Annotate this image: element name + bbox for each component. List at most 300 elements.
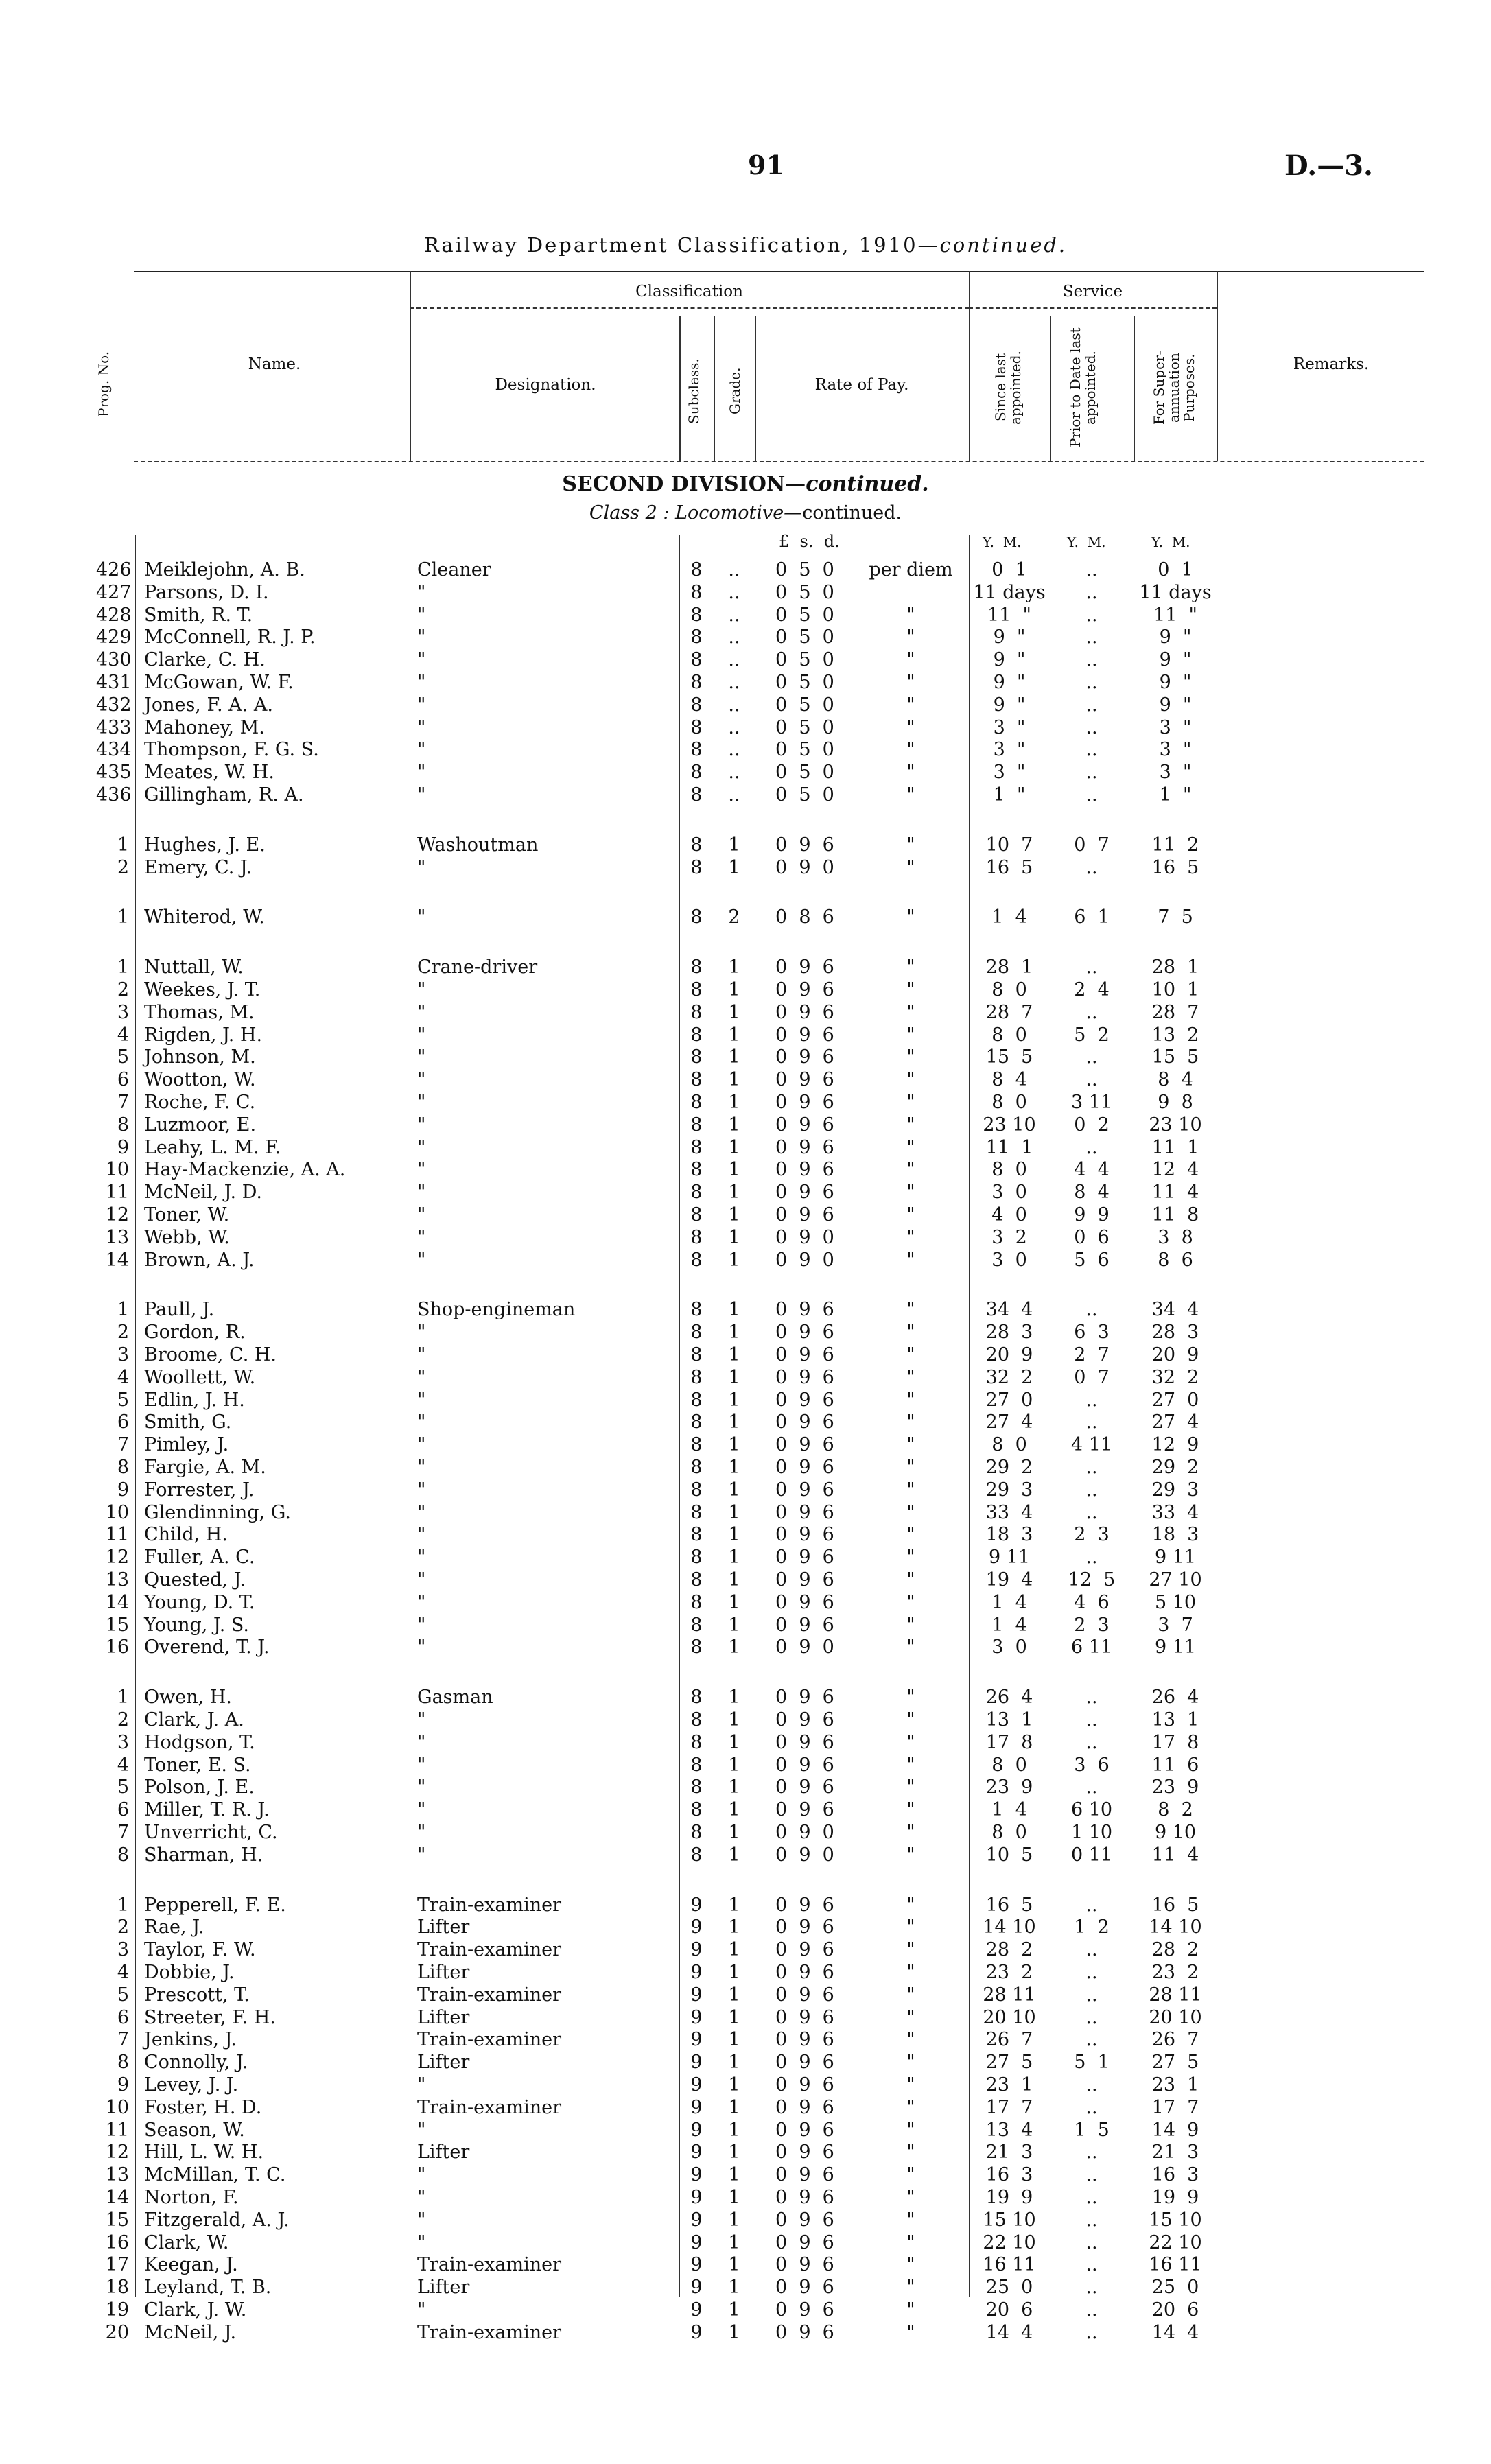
cell-name: Whiterod, W.: [144, 906, 265, 928]
cell-sub: 9: [690, 2119, 703, 2141]
header-grade: Grade.: [727, 367, 743, 415]
cell-sup: 33 4: [1151, 1501, 1199, 1523]
cell-no: 7: [117, 1092, 129, 1113]
cell-pay: 0 5 0: [775, 581, 834, 603]
cell-sub: 8: [690, 1299, 703, 1321]
cell-des: Train-examiner: [417, 2029, 561, 2051]
cell-sup: 11 ": [1153, 604, 1197, 626]
cell-des: Train-examiner: [417, 2254, 561, 2276]
cell-prior: 2 3: [1074, 1524, 1110, 1546]
cell-per: ": [906, 2164, 915, 2186]
cell-name: Nuttall, W.: [144, 957, 244, 978]
cell-prior: 4 6: [1074, 1591, 1110, 1613]
cell-des: Shop-engineman: [417, 1299, 576, 1321]
cell-name: Clark, W.: [144, 2231, 229, 2253]
cell-gr: 1: [728, 1299, 740, 1321]
cell-per: ": [906, 1501, 915, 1523]
cell-gr: 1: [728, 1547, 740, 1569]
service-rule: [969, 307, 1217, 309]
cell-no: 15: [105, 2209, 129, 2231]
cell-sup: 1 ": [1159, 784, 1192, 806]
cell-per: ": [906, 1299, 915, 1321]
cell-no: 1: [117, 1894, 129, 1916]
cell-no: 6: [117, 1411, 129, 1433]
cell-sup: 32 2: [1151, 1366, 1199, 1388]
cell-name: Rigden, J. H.: [144, 1024, 263, 1046]
cell-gr: ..: [728, 716, 740, 738]
cell-name: Fargie, A. M.: [144, 1457, 266, 1478]
cell-sup: 11 4: [1151, 1182, 1199, 1204]
cell-prior: ..: [1085, 649, 1098, 671]
cell-des: Train-examiner: [417, 1984, 561, 2006]
table-row: [0, 1916, 1491, 1938]
cell-pay: 0 9 6: [775, 2231, 834, 2253]
table-row: [0, 2029, 1491, 2051]
header-bottom-rule: [134, 461, 1424, 462]
cell-sup: 22 10: [1149, 2231, 1202, 2253]
cell-prior: ..: [1085, 716, 1098, 738]
table-row: [0, 1249, 1491, 1271]
cell-pay: 0 9 6: [775, 1069, 834, 1091]
cell-prior: 1 2: [1074, 1916, 1110, 1938]
title-continued: continued.: [939, 233, 1068, 257]
cell-sup: 18 3: [1151, 1524, 1199, 1546]
cell-since: 3 ": [993, 739, 1026, 761]
cell-pay: 0 9 6: [775, 1159, 834, 1181]
cell-no: 4: [117, 1754, 129, 1776]
cell-sup: 11 8: [1151, 1204, 1199, 1225]
cell-name: Clark, J. A.: [144, 1709, 244, 1730]
cell-no: 18: [105, 2277, 129, 2299]
cell-prior: ..: [1085, 2142, 1098, 2163]
cell-sup: 23 2: [1151, 1962, 1199, 1983]
cell-gr: ..: [728, 739, 740, 761]
super-units: Y. M.: [1151, 534, 1190, 550]
cell-sup: 14 9: [1151, 2119, 1199, 2141]
cell-per: ": [906, 834, 915, 856]
cell-gr: 1: [728, 834, 740, 856]
cell-no: 4: [117, 1024, 129, 1046]
cell-pay: 0 9 6: [775, 1046, 834, 1068]
table-row: [0, 1822, 1491, 1844]
since-units: Y. M.: [983, 534, 1022, 550]
cell-des: ": [417, 1479, 426, 1501]
cell-since: 0 1: [991, 559, 1027, 580]
cell-prior: 9 9: [1074, 1204, 1110, 1225]
cell-per: ": [906, 1226, 915, 1248]
cell-per: ": [906, 2321, 915, 2343]
cell-per: ": [906, 2029, 915, 2051]
cell-sup: 11 1: [1151, 1136, 1199, 1158]
cell-per: ": [906, 1204, 915, 1225]
cell-since: 15 10: [983, 2209, 1036, 2231]
cell-no: 6: [117, 1069, 129, 1091]
table-row: [0, 1114, 1491, 1136]
cell-name: McMillan, T. C.: [144, 2164, 286, 2186]
cell-sub: 8: [690, 1434, 703, 1456]
cell-prior: ..: [1085, 1731, 1098, 1753]
cell-since: 13 1: [985, 1709, 1033, 1730]
cell-name: Jones, F. A. A.: [144, 694, 273, 716]
cell-pay: 0 9 6: [775, 1591, 834, 1613]
cell-since: 29 3: [985, 1479, 1033, 1501]
cell-since: 3 2: [991, 1226, 1027, 1248]
cell-name: Keegan, J.: [144, 2254, 238, 2276]
cell-des: Lifter: [417, 1916, 470, 1938]
cell-des: ": [417, 626, 426, 648]
cell-pay: 0 9 6: [775, 1434, 834, 1456]
table-row: [0, 834, 1491, 856]
cell-pay: 0 9 6: [775, 1204, 834, 1225]
cell-prior: 5 6: [1074, 1249, 1110, 1271]
table-row: [0, 2187, 1491, 2209]
cell-gr: 1: [728, 1322, 740, 1344]
cell-per: ": [906, 1636, 915, 1658]
cell-since: 28 11: [983, 1984, 1036, 2006]
cell-sup: 34 4: [1151, 1299, 1199, 1321]
cell-gr: 1: [728, 856, 740, 878]
cell-name: Broome, C. H.: [144, 1344, 277, 1365]
cell-prior: ..: [1085, 2074, 1098, 2096]
cell-sup: 26 4: [1151, 1687, 1199, 1709]
cell-prior: 1 10: [1070, 1822, 1113, 1843]
cell-no: 432: [96, 694, 132, 716]
division-continued: continued.: [806, 472, 929, 496]
header-top-rule: [134, 271, 1424, 272]
cell-name: Hodgson, T.: [144, 1731, 255, 1753]
cell-sub: 8: [690, 1822, 703, 1843]
cell-no: 17: [105, 2254, 129, 2276]
cell-sub: 8: [690, 1159, 703, 1181]
table-row: [0, 2254, 1491, 2276]
cell-no: 1: [117, 834, 129, 856]
cell-sup: 9 11: [1154, 1636, 1197, 1658]
cell-prior: ..: [1085, 1457, 1098, 1478]
cell-sup: 9 ": [1159, 626, 1192, 648]
cell-pay: 0 9 6: [775, 1731, 834, 1753]
cell-since: 1 4: [991, 906, 1027, 928]
cell-name: Mahoney, M.: [144, 716, 265, 738]
cell-since: 28 2: [985, 1939, 1033, 1961]
cell-pay: 0 9 6: [775, 2321, 834, 2343]
cell-per: ": [906, 2119, 915, 2141]
cell-name: McNeil, J. D.: [144, 1182, 262, 1204]
cell-prior: 0 2: [1074, 1114, 1110, 1136]
cell-prior: 5 2: [1074, 1024, 1110, 1046]
cell-pay: 0 9 6: [775, 1114, 834, 1136]
cell-sup: 9 8: [1158, 1092, 1193, 1113]
cell-prior: ..: [1085, 2321, 1098, 2343]
cell-name: Leahy, L. M. F.: [144, 1136, 281, 1158]
cell-gr: 1: [728, 2119, 740, 2141]
cell-prior: 8 4: [1074, 1182, 1110, 1204]
cell-gr: 1: [728, 1114, 740, 1136]
cell-prior: ..: [1085, 1299, 1098, 1321]
cell-no: 14: [105, 1591, 129, 1613]
cell-per: ": [906, 2006, 915, 2028]
cell-name: Gillingham, R. A.: [144, 784, 304, 806]
table-row: [0, 2164, 1491, 2186]
table-row: [0, 717, 1491, 739]
cell-sup: 16 11: [1149, 2254, 1202, 2276]
cell-since: 34 4: [985, 1299, 1033, 1321]
cell-per: ": [906, 784, 915, 806]
cell-since: 16 5: [985, 1894, 1033, 1916]
cell-name: Owen, H.: [144, 1687, 232, 1709]
cell-pay: 0 5 0: [775, 762, 834, 784]
cell-sup: 27 10: [1149, 1569, 1202, 1591]
cell-gr: 1: [728, 2187, 740, 2208]
cell-name: Pepperell, F. E.: [144, 1894, 286, 1916]
cell-des: Lifter: [417, 2277, 470, 2299]
cell-no: 431: [96, 672, 132, 693]
cell-name: Child, H.: [144, 1524, 228, 1546]
cell-sup: 27 0: [1151, 1389, 1199, 1411]
cell-pay: 0 9 6: [775, 1299, 834, 1321]
table-row: [0, 559, 1491, 581]
cell-prior: ..: [1085, 1709, 1098, 1730]
cell-sup: 28 11: [1149, 1984, 1202, 2006]
cell-sub: 8: [690, 834, 703, 856]
cell-no: 4: [117, 1366, 129, 1388]
cell-name: Smith, G.: [144, 1411, 232, 1433]
cell-gr: 1: [728, 2231, 740, 2253]
table-row: [0, 1799, 1491, 1821]
cell-since: 16 5: [985, 856, 1033, 878]
cell-sub: 8: [690, 1501, 703, 1523]
cell-sub: 8: [690, 1569, 703, 1591]
cell-prior: ..: [1085, 1069, 1098, 1091]
cell-sup: 9 ": [1159, 649, 1192, 671]
table-row: [0, 1709, 1491, 1731]
cell-des: ": [417, 1776, 426, 1798]
cell-since: 1 ": [993, 784, 1026, 806]
cell-since: 9 ": [993, 694, 1026, 716]
cell-sup: 27 4: [1151, 1411, 1199, 1433]
table-row: [0, 739, 1491, 761]
table-row: [0, 1962, 1491, 1984]
cell-pay: 0 9 6: [775, 1389, 834, 1411]
cell-des: Crane-driver: [417, 957, 538, 978]
table-row: [0, 2142, 1491, 2163]
cell-per: ": [906, 1776, 915, 1798]
cell-prior: ..: [1085, 672, 1098, 693]
cell-gr: ..: [728, 626, 740, 648]
cell-no: 2: [117, 856, 129, 878]
cell-no: 10: [105, 1501, 129, 1523]
cell-no: 9: [117, 2074, 129, 2096]
table-row: [0, 1687, 1491, 1709]
cell-no: 433: [96, 716, 132, 738]
cell-des: ": [417, 2119, 426, 2141]
cell-no: 7: [117, 1434, 129, 1456]
cell-prior: 6 1: [1074, 906, 1110, 928]
header-designation: Designation.: [495, 376, 596, 394]
cell-name: Overend, T. J.: [144, 1636, 270, 1658]
cell-des: ": [417, 1434, 426, 1456]
cell-since: 28 3: [985, 1322, 1033, 1344]
col-divider: [1050, 316, 1051, 461]
cell-pay: 0 9 6: [775, 1411, 834, 1433]
table-row: [0, 2322, 1491, 2344]
cell-prior: 2 7: [1074, 1344, 1110, 1365]
cell-gr: ..: [728, 694, 740, 716]
cell-sub: 8: [690, 1069, 703, 1091]
cell-des: ": [417, 1822, 426, 1843]
cell-des: Lifter: [417, 2052, 470, 2074]
cell-gr: ..: [728, 672, 740, 693]
cell-gr: 1: [728, 1962, 740, 1983]
cell-gr: 1: [728, 1844, 740, 1866]
cell-no: 11: [105, 2119, 129, 2141]
cell-sup: 9 11: [1154, 1547, 1197, 1569]
cell-sub: 8: [690, 1182, 703, 1204]
cell-no: 426: [96, 559, 132, 580]
cell-since: 1 4: [991, 1614, 1027, 1636]
cell-sub: 8: [690, 1754, 703, 1776]
cell-pay: 0 9 6: [775, 1687, 834, 1709]
cell-since: 8 0: [991, 1822, 1027, 1843]
cell-per: ": [906, 1457, 915, 1478]
cell-sub: 8: [690, 856, 703, 878]
cell-since: 9 ": [993, 649, 1026, 671]
cell-gr: 1: [728, 2299, 740, 2321]
cell-gr: 1: [728, 1046, 740, 1068]
cell-prior: ..: [1085, 1547, 1098, 1569]
cell-gr: 1: [728, 2209, 740, 2231]
cell-sub: 9: [690, 2096, 703, 2118]
cell-des: ": [417, 1024, 426, 1046]
cell-sup: 9 ": [1159, 694, 1192, 716]
cell-pay: 0 5 0: [775, 716, 834, 738]
cell-gr: 1: [728, 2052, 740, 2074]
cell-name: Pimley, J.: [144, 1434, 229, 1456]
cell-sup: 12 4: [1151, 1159, 1199, 1181]
table-row: [0, 2277, 1491, 2299]
cell-des: ": [417, 1501, 426, 1523]
page-number: 91: [748, 150, 784, 180]
cell-sup: 11 days: [1139, 581, 1212, 603]
table-row: [0, 1389, 1491, 1411]
cell-sup: 3 ": [1159, 716, 1192, 738]
cell-pay: 0 9 6: [775, 1136, 834, 1158]
cell-per: ": [906, 1916, 915, 1938]
cell-no: 20: [105, 2321, 129, 2343]
cell-since: 9 11: [988, 1547, 1031, 1569]
cell-name: Thompson, F. G. S.: [144, 739, 319, 761]
cell-no: 5: [117, 1389, 129, 1411]
cell-pay: 0 9 6: [775, 1962, 834, 1983]
cell-gr: ..: [728, 604, 740, 626]
cell-pay: 0 9 6: [775, 2254, 834, 2276]
cell-des: ": [417, 1092, 426, 1113]
cell-pay: 0 9 6: [775, 1894, 834, 1916]
cell-des: ": [417, 1547, 426, 1569]
cell-des: ": [417, 1226, 426, 1248]
cell-since: 19 9: [985, 2187, 1033, 2208]
cell-per: ": [906, 2096, 915, 2118]
cell-name: Webb, W.: [144, 1226, 230, 1248]
cell-prior: ..: [1085, 2187, 1098, 2208]
cell-gr: 1: [728, 1136, 740, 1158]
cell-des: ": [417, 1366, 426, 1388]
cell-prior: ..: [1085, 739, 1098, 761]
cell-sub: 8: [690, 762, 703, 784]
cell-prior: ..: [1085, 1411, 1098, 1433]
cell-no: 14: [105, 1249, 129, 1271]
cell-prior: ..: [1085, 1136, 1098, 1158]
cell-prior: ..: [1085, 2164, 1098, 2186]
cell-gr: 1: [728, 1434, 740, 1456]
cell-gr: 1: [728, 1709, 740, 1730]
cell-gr: 1: [728, 1069, 740, 1091]
cell-prior: ..: [1085, 1687, 1098, 1709]
cell-per: ": [906, 1614, 915, 1636]
cell-sup: 9 ": [1159, 672, 1192, 693]
cell-per: ": [906, 1844, 915, 1866]
cell-pay: 0 9 6: [775, 2096, 834, 2118]
cell-since: 19 4: [985, 1569, 1033, 1591]
cell-name: Leyland, T. B.: [144, 2277, 272, 2299]
cell-since: 8 0: [991, 979, 1027, 1000]
cell-prior: 0 7: [1074, 1366, 1110, 1388]
cell-prior: 4 4: [1074, 1159, 1110, 1181]
cell-sub: 8: [690, 1411, 703, 1433]
cell-name: Meates, W. H.: [144, 762, 274, 784]
cell-prior: ..: [1085, 1962, 1098, 1983]
cell-pay: 0 9 6: [775, 1799, 834, 1821]
cell-prior: 2 3: [1074, 1614, 1110, 1636]
cell-prior: 0 7: [1074, 834, 1110, 856]
cell-name: Thomas, M.: [144, 1001, 255, 1023]
cell-sub: 9: [690, 2277, 703, 2299]
cell-pay: 0 5 0: [775, 784, 834, 806]
cell-pay: 0 5 0: [775, 649, 834, 671]
cell-no: 12: [105, 1547, 129, 1569]
table-row: [0, 1636, 1491, 1658]
cell-sub: 8: [690, 1776, 703, 1798]
cell-des: ": [417, 2074, 426, 2096]
cell-no: 429: [96, 626, 132, 648]
cell-since: 20 6: [985, 2299, 1033, 2321]
cell-sup: 10 1: [1151, 979, 1199, 1000]
cell-sub: 8: [690, 1136, 703, 1158]
cell-des: ": [417, 1731, 426, 1753]
cell-prior: 1 5: [1074, 2119, 1110, 2141]
cell-per: ": [906, 1366, 915, 1388]
cell-per: ": [906, 1411, 915, 1433]
cell-since: 20 9: [985, 1344, 1033, 1365]
table-row: [0, 762, 1491, 784]
cell-sup: 23 10: [1149, 1114, 1202, 1136]
cell-pay: 0 8 6: [775, 906, 834, 928]
cell-pay: 0 9 0: [775, 1249, 834, 1271]
cell-des: ": [417, 1614, 426, 1636]
cell-gr: 1: [728, 1524, 740, 1546]
table-row: [0, 2007, 1491, 2029]
cell-des: ": [417, 1569, 426, 1591]
cell-des: ": [417, 739, 426, 761]
cell-no: 8: [117, 2052, 129, 2074]
cell-sub: 8: [690, 559, 703, 580]
table-row: [0, 672, 1491, 694]
cell-prior: 0 6: [1074, 1226, 1110, 1248]
cell-since: 26 4: [985, 1687, 1033, 1709]
cell-since: 27 4: [985, 1411, 1033, 1433]
cell-per: ": [906, 649, 915, 671]
cell-no: 7: [117, 1822, 129, 1843]
cell-per: ": [906, 1092, 915, 1113]
